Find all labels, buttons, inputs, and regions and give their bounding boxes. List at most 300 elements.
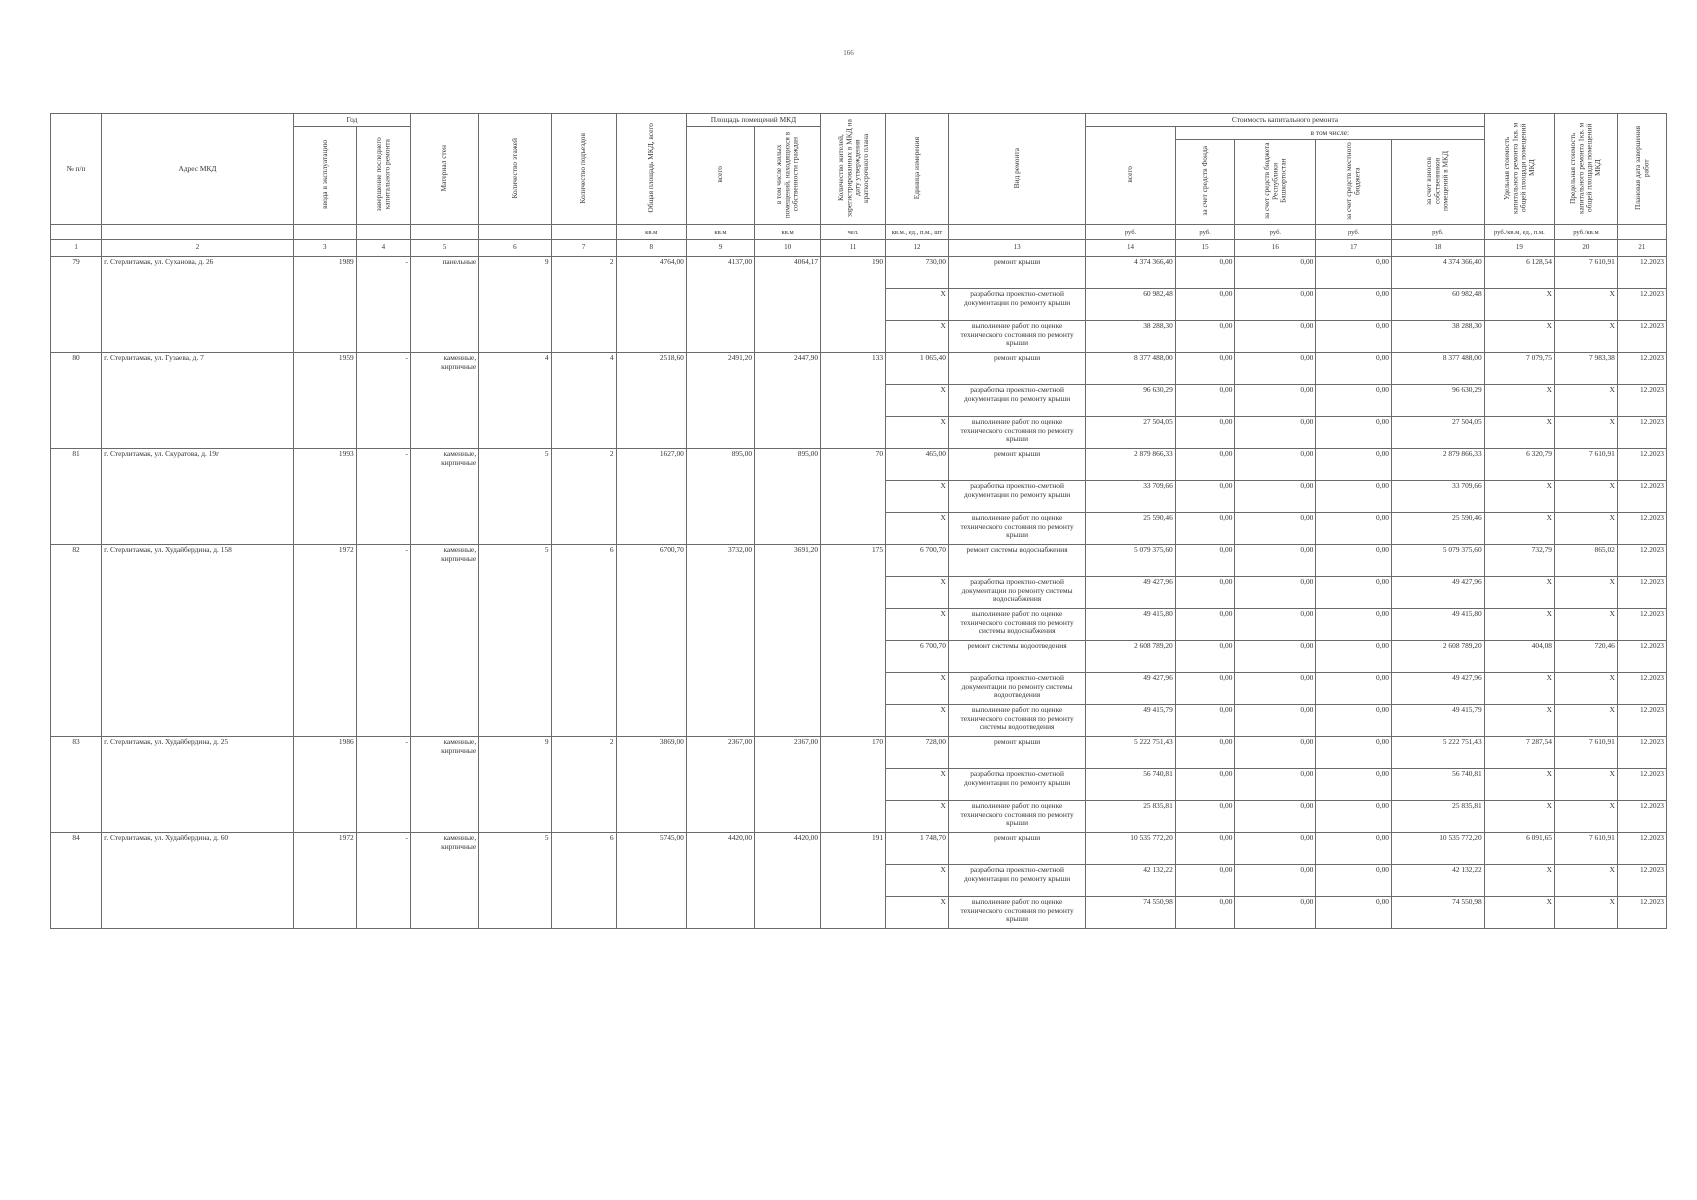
limit-cost: 865,02 (1555, 545, 1618, 577)
repair-type: ремонт крыши (948, 833, 1085, 865)
cost-republic: 0,00 (1235, 257, 1316, 289)
year-last-repair: - (356, 257, 410, 353)
cost-local: 0,00 (1316, 257, 1392, 289)
column-number: 9 (686, 240, 754, 257)
specific-cost: X (1484, 801, 1554, 833)
cost-fund: 0,00 (1175, 833, 1235, 865)
header-cost-local: за счет средств местного бюджета (1316, 140, 1392, 225)
repair-type: выполнение работ по оценке технического состояния по ремонту крыши (948, 321, 1085, 353)
column-number: 8 (616, 240, 686, 257)
planned-date: 12.2023 (1617, 641, 1666, 673)
column-number: 5 (411, 240, 479, 257)
cost-owners: 2 608 789,20 (1391, 641, 1484, 673)
cost-owners: 49 415,79 (1391, 705, 1484, 737)
wall-material: каменные, кирпичные (411, 353, 479, 449)
cost-local: 0,00 (1316, 513, 1392, 545)
header-cost-fund: за счет средств Фонда (1175, 140, 1235, 225)
cost-fund: 0,00 (1175, 417, 1235, 449)
column-number: 3 (293, 240, 356, 257)
wall-material: панельные (411, 257, 479, 353)
total-area: 6700,70 (616, 545, 686, 737)
cost-owners: 5 222 751,43 (1391, 737, 1484, 769)
cost-total: 49 415,79 (1086, 705, 1175, 737)
planned-date: 12.2023 (1617, 897, 1666, 929)
cost-local: 0,00 (1316, 577, 1392, 609)
cost-owners: 42 132,22 (1391, 865, 1484, 897)
table-row (51, 833, 1667, 865)
header-cost-republic: за счет средств бюджета Республики Башкортостан (1235, 140, 1316, 225)
cost-republic: 0,00 (1235, 609, 1316, 641)
repair-type: разработка проектно-сметной документации по ремонту крыши (948, 289, 1085, 321)
cost-total: 49 427,96 (1086, 577, 1175, 609)
planned-date: 12.2023 (1617, 833, 1666, 865)
cost-total: 4 374 366,40 (1086, 257, 1175, 289)
cost-republic: 0,00 (1235, 833, 1316, 865)
planned-date: 12.2023 (1617, 289, 1666, 321)
specific-cost: X (1484, 321, 1554, 353)
cost-fund: 0,00 (1175, 545, 1235, 577)
column-number: 13 (948, 240, 1085, 257)
cost-fund: 0,00 (1175, 353, 1235, 385)
repair-type: ремонт крыши (948, 737, 1085, 769)
header-year-last-repair: завершение последнего капитального ремонта (356, 127, 410, 225)
cost-total: 42 132,22 (1086, 865, 1175, 897)
repair-type: разработка проектно-сметной документации по ремонту крыши (948, 865, 1085, 897)
specific-cost: 6 091,65 (1484, 833, 1554, 865)
column-number-row (51, 240, 1667, 257)
cost-republic: 0,00 (1235, 737, 1316, 769)
specific-cost: X (1484, 705, 1554, 737)
cost-fund: 0,00 (1175, 705, 1235, 737)
work-quantity: X (886, 769, 949, 801)
cost-owners: 25 835,81 (1391, 801, 1484, 833)
header-year-group: Год (293, 114, 410, 127)
column-number: 4 (356, 240, 410, 257)
planned-date: 12.2023 (1617, 321, 1666, 353)
work-quantity: X (886, 801, 949, 833)
cost-republic: 0,00 (1235, 577, 1316, 609)
limit-cost: 7 610,91 (1555, 833, 1618, 865)
entrance-count: 2 (551, 449, 616, 545)
header-premises-group: Площадь помещений МКД (686, 114, 820, 127)
limit-cost: X (1555, 673, 1618, 705)
year-last-repair: - (356, 833, 410, 929)
cost-owners: 25 590,46 (1391, 513, 1484, 545)
resident-count: 190 (821, 257, 886, 353)
cost-owners: 96 630,29 (1391, 385, 1484, 417)
header-limit-cost: Предельная стоимость капитального ремонта 1кв. м общей площади помещений МКД (1555, 114, 1618, 225)
cost-total: 2 608 789,20 (1086, 641, 1175, 673)
work-quantity: X (886, 865, 949, 897)
planned-date: 12.2023 (1617, 513, 1666, 545)
wall-material: каменные, кирпичные (411, 833, 479, 929)
work-quantity: X (886, 673, 949, 705)
row-number: 81 (51, 449, 102, 545)
cost-fund: 0,00 (1175, 385, 1235, 417)
floor-count: 5 (479, 833, 551, 929)
premises-total: 2491,20 (686, 353, 754, 449)
column-number: 17 (1316, 240, 1392, 257)
specific-cost: 732,79 (1484, 545, 1554, 577)
unit-measure: кв.м., ед., п.м., шт (886, 225, 949, 240)
table-header (51, 114, 1667, 257)
limit-cost: X (1555, 769, 1618, 801)
column-number: 6 (479, 240, 551, 257)
unit-area: кв.м (616, 225, 686, 240)
column-number: 2 (102, 240, 294, 257)
work-quantity: 6 700,70 (886, 545, 949, 577)
premises-residential: 3691,20 (755, 545, 821, 737)
column-number: 1 (51, 240, 102, 257)
cost-republic: 0,00 (1235, 673, 1316, 705)
cost-total: 38 288,30 (1086, 321, 1175, 353)
year-commission: 1986 (293, 737, 356, 833)
cost-owners: 38 288,30 (1391, 321, 1484, 353)
work-quantity: X (886, 577, 949, 609)
header-entrances: Количество подъездов (551, 114, 616, 225)
cost-owners: 4 374 366,40 (1391, 257, 1484, 289)
cost-owners: 49 415,80 (1391, 609, 1484, 641)
premises-residential: 4420,00 (755, 833, 821, 929)
table-row (51, 257, 1667, 289)
cost-republic: 0,00 (1235, 513, 1316, 545)
year-commission: 1959 (293, 353, 356, 449)
cost-owners: 10 535 772,20 (1391, 833, 1484, 865)
cost-total: 5 222 751,43 (1086, 737, 1175, 769)
header-address: Адрес МКД (102, 114, 294, 225)
limit-cost: X (1555, 385, 1618, 417)
cost-local: 0,00 (1316, 289, 1392, 321)
cost-fund: 0,00 (1175, 481, 1235, 513)
cost-local: 0,00 (1316, 449, 1392, 481)
planned-date: 12.2023 (1617, 801, 1666, 833)
specific-cost: 7 287,54 (1484, 737, 1554, 769)
floor-count: 9 (479, 737, 551, 833)
cost-total: 60 982,48 (1086, 289, 1175, 321)
header-unit: Единица измерения (886, 114, 949, 225)
unit-people: чел. (821, 225, 886, 240)
cost-total: 56 740,81 (1086, 769, 1175, 801)
cost-local: 0,00 (1316, 417, 1392, 449)
unit-rub: руб. (1391, 225, 1484, 240)
row-number: 84 (51, 833, 102, 929)
floor-count: 5 (479, 545, 551, 737)
repair-type: выполнение работ по оценке технического состояния по ремонту системы водоотведения (948, 705, 1085, 737)
cost-republic: 0,00 (1235, 705, 1316, 737)
repair-type: выполнение работ по оценке технического состояния по ремонту крыши (948, 897, 1085, 929)
cost-fund: 0,00 (1175, 801, 1235, 833)
limit-cost: X (1555, 481, 1618, 513)
resident-count: 191 (821, 833, 886, 929)
repair-type: выполнение работ по оценке технического состояния по ремонту крыши (948, 801, 1085, 833)
limit-cost: X (1555, 609, 1618, 641)
repair-type: выполнение работ по оценке технического состояния по ремонту крыши (948, 417, 1085, 449)
cost-republic: 0,00 (1235, 321, 1316, 353)
total-area: 3869,00 (616, 737, 686, 833)
wall-material: каменные, кирпичные (411, 449, 479, 545)
specific-cost: 404,08 (1484, 641, 1554, 673)
header-repair-type: Вид ремонта (948, 114, 1085, 225)
header-premises-total: всего (686, 127, 754, 225)
cost-owners: 2 879 866,33 (1391, 449, 1484, 481)
work-quantity: X (886, 705, 949, 737)
cost-local: 0,00 (1316, 769, 1392, 801)
cost-local: 0,00 (1316, 673, 1392, 705)
specific-cost: 6 320,79 (1484, 449, 1554, 481)
limit-cost: X (1555, 577, 1618, 609)
cost-republic: 0,00 (1235, 897, 1316, 929)
cost-local: 0,00 (1316, 833, 1392, 865)
specific-cost: X (1484, 609, 1554, 641)
building-address: г. Стерлитамак, ул. Худайбердина, д. 25 (102, 737, 294, 833)
specific-cost: X (1484, 897, 1554, 929)
year-last-repair: - (356, 353, 410, 449)
total-area: 1627,00 (616, 449, 686, 545)
table-row (51, 545, 1667, 577)
cost-local: 0,00 (1316, 481, 1392, 513)
planned-date: 12.2023 (1617, 609, 1666, 641)
column-number: 12 (886, 240, 949, 257)
unit-area: кв.м (755, 225, 821, 240)
header-no: № п/п (51, 114, 102, 225)
resident-count: 133 (821, 353, 886, 449)
premises-total: 4420,00 (686, 833, 754, 929)
cost-total: 8 377 488,00 (1086, 353, 1175, 385)
cost-fund: 0,00 (1175, 641, 1235, 673)
specific-cost: X (1484, 385, 1554, 417)
header-cost-owners: за счет взносов собственников помещений в МКД (1391, 140, 1484, 225)
specific-cost: X (1484, 865, 1554, 897)
cost-fund: 0,00 (1175, 257, 1235, 289)
premises-total: 4137,00 (686, 257, 754, 353)
header-planned-date: Плановая дата завершения работ (1617, 114, 1666, 225)
cost-republic: 0,00 (1235, 353, 1316, 385)
cost-republic: 0,00 (1235, 865, 1316, 897)
cost-local: 0,00 (1316, 641, 1392, 673)
column-number: 20 (1555, 240, 1618, 257)
header-total-area: Общая площадь МКД, всего (616, 114, 686, 225)
entrance-count: 2 (551, 737, 616, 833)
cost-fund: 0,00 (1175, 769, 1235, 801)
cost-republic: 0,00 (1235, 801, 1316, 833)
limit-cost: 7 610,91 (1555, 449, 1618, 481)
capital-repair-table (50, 113, 1667, 929)
limit-cost: X (1555, 801, 1618, 833)
table-row (51, 353, 1667, 385)
total-area: 4764,00 (616, 257, 686, 353)
resident-count: 175 (821, 545, 886, 737)
column-number: 21 (1617, 240, 1666, 257)
repair-type: разработка проектно-сметной документации по ремонту крыши (948, 385, 1085, 417)
cost-fund: 0,00 (1175, 289, 1235, 321)
column-number: 14 (1086, 240, 1175, 257)
specific-cost: X (1484, 769, 1554, 801)
specific-cost: X (1484, 417, 1554, 449)
work-quantity: 1 065,40 (886, 353, 949, 385)
cost-owners: 8 377 488,00 (1391, 353, 1484, 385)
cost-republic: 0,00 (1235, 449, 1316, 481)
limit-cost: 7 983,38 (1555, 353, 1618, 385)
specific-cost: 7 079,75 (1484, 353, 1554, 385)
header-cost-group: Стоимость капитального ремонта (1086, 114, 1484, 127)
building-address: г. Стерлитамак, ул. Худайбердина, д. 60 (102, 833, 294, 929)
cost-local: 0,00 (1316, 545, 1392, 577)
cost-total: 49 427,96 (1086, 673, 1175, 705)
year-last-repair: - (356, 737, 410, 833)
limit-cost: X (1555, 897, 1618, 929)
cost-fund: 0,00 (1175, 897, 1235, 929)
floor-count: 4 (479, 353, 551, 449)
limit-cost: X (1555, 417, 1618, 449)
total-area: 2518,60 (616, 353, 686, 449)
cost-republic: 0,00 (1235, 289, 1316, 321)
planned-date: 12.2023 (1617, 705, 1666, 737)
work-quantity: 6 700,70 (886, 641, 949, 673)
column-number: 19 (1484, 240, 1554, 257)
specific-cost: 6 128,54 (1484, 257, 1554, 289)
cost-local: 0,00 (1316, 801, 1392, 833)
entrance-count: 2 (551, 257, 616, 353)
limit-cost: X (1555, 865, 1618, 897)
cost-local: 0,00 (1316, 609, 1392, 641)
repair-type: ремонт крыши (948, 257, 1085, 289)
cost-local: 0,00 (1316, 705, 1392, 737)
specific-cost: X (1484, 481, 1554, 513)
planned-date: 12.2023 (1617, 353, 1666, 385)
limit-cost: X (1555, 513, 1618, 545)
limit-cost: X (1555, 705, 1618, 737)
year-last-repair: - (356, 545, 410, 737)
entrance-count: 4 (551, 353, 616, 449)
repair-type: ремонт крыши (948, 353, 1085, 385)
work-quantity: X (886, 513, 949, 545)
unit-rub: руб. (1086, 225, 1175, 240)
row-number: 79 (51, 257, 102, 353)
year-commission: 1972 (293, 833, 356, 929)
work-quantity: 1 748,70 (886, 833, 949, 865)
planned-date: 12.2023 (1617, 481, 1666, 513)
repair-type: разработка проектно-сметной документации по ремонту системы водоснабжения (948, 577, 1085, 609)
cost-republic: 0,00 (1235, 769, 1316, 801)
specific-cost: X (1484, 289, 1554, 321)
cost-owners: 60 982,48 (1391, 289, 1484, 321)
limit-cost: X (1555, 321, 1618, 353)
cost-local: 0,00 (1316, 897, 1392, 929)
unit-rub: руб. (1316, 225, 1392, 240)
work-quantity: X (886, 897, 949, 929)
work-quantity: 728,00 (886, 737, 949, 769)
cost-fund: 0,00 (1175, 577, 1235, 609)
planned-date: 12.2023 (1617, 257, 1666, 289)
work-quantity: 730,00 (886, 257, 949, 289)
year-commission: 1972 (293, 545, 356, 737)
table-row (51, 449, 1667, 481)
column-number: 15 (1175, 240, 1235, 257)
repair-type: выполнение работ по оценке технического состояния по ремонту системы водоснабжения (948, 609, 1085, 641)
planned-date: 12.2023 (1617, 449, 1666, 481)
repair-type: разработка проектно-сметной документации по ремонту крыши (948, 769, 1085, 801)
wall-material: каменные, кирпичные (411, 737, 479, 833)
unit-rub: руб. (1175, 225, 1235, 240)
cost-local: 0,00 (1316, 385, 1392, 417)
cost-local: 0,00 (1316, 321, 1392, 353)
cost-total: 2 879 866,33 (1086, 449, 1175, 481)
specific-cost: X (1484, 673, 1554, 705)
page-number: 166 (843, 49, 854, 57)
cost-fund: 0,00 (1175, 673, 1235, 705)
year-commission: 1993 (293, 449, 356, 545)
limit-cost: 720,46 (1555, 641, 1618, 673)
specific-cost: X (1484, 513, 1554, 545)
cost-fund: 0,00 (1175, 449, 1235, 481)
work-quantity: 465,00 (886, 449, 949, 481)
planned-date: 12.2023 (1617, 545, 1666, 577)
column-number: 16 (1235, 240, 1316, 257)
column-number: 18 (1391, 240, 1484, 257)
work-quantity: X (886, 417, 949, 449)
cost-owners: 33 709,66 (1391, 481, 1484, 513)
premises-total: 895,00 (686, 449, 754, 545)
cost-total: 25 590,46 (1086, 513, 1175, 545)
building-address: г. Стерлитамак, ул. Скуратова, д. 19г (102, 449, 294, 545)
limit-cost: X (1555, 289, 1618, 321)
unit-rub: руб. (1235, 225, 1316, 240)
repair-type: разработка проектно-сметной документации по ремонту крыши (948, 481, 1085, 513)
repair-type: ремонт системы водоснабжения (948, 545, 1085, 577)
column-number: 7 (551, 240, 616, 257)
header-premises-residential: в том числе жилых помещений, находящихся в собственности граждан (755, 127, 821, 225)
cost-total: 74 550,98 (1086, 897, 1175, 929)
cost-republic: 0,00 (1235, 641, 1316, 673)
planned-date: 12.2023 (1617, 417, 1666, 449)
unit-area: кв.м (686, 225, 754, 240)
header-year-commission: ввода в эксплуатацию (293, 127, 356, 225)
work-quantity: X (886, 481, 949, 513)
repair-type: выполнение работ по оценке технического состояния по ремонту крыши (948, 513, 1085, 545)
cost-owners: 49 427,96 (1391, 673, 1484, 705)
cost-republic: 0,00 (1235, 417, 1316, 449)
cost-total: 33 709,66 (1086, 481, 1175, 513)
premises-residential: 2447,90 (755, 353, 821, 449)
cost-local: 0,00 (1316, 353, 1392, 385)
cost-local: 0,00 (1316, 737, 1392, 769)
header-residents: Количество жителей, зарегистрированных в МКД на дату утверждения краткосрочного плана (821, 114, 886, 225)
cost-owners: 74 550,98 (1391, 897, 1484, 929)
limit-cost: 7 610,91 (1555, 737, 1618, 769)
header-floors: Количество этажей (479, 114, 551, 225)
planned-date: 12.2023 (1617, 673, 1666, 705)
resident-count: 70 (821, 449, 886, 545)
year-last-repair: - (356, 449, 410, 545)
building-address: г. Стерлитамак, ул. Суханова, д. 26 (102, 257, 294, 353)
premises-total: 2367,00 (686, 737, 754, 833)
cost-republic: 0,00 (1235, 545, 1316, 577)
cost-republic: 0,00 (1235, 385, 1316, 417)
header-specific-cost: Удельная стоимость капитального ремонта 1кв. м общей площади помещений МКД (1484, 114, 1554, 225)
premises-residential: 2367,00 (755, 737, 821, 833)
year-commission: 1989 (293, 257, 356, 353)
total-area: 5745,00 (616, 833, 686, 929)
unit-rub-per: руб./кв.м, ед., п.м. (1484, 225, 1554, 240)
entrance-count: 6 (551, 833, 616, 929)
entrance-count: 6 (551, 545, 616, 737)
row-number: 82 (51, 545, 102, 737)
floor-count: 5 (479, 449, 551, 545)
cost-total: 96 630,29 (1086, 385, 1175, 417)
cost-fund: 0,00 (1175, 737, 1235, 769)
cost-republic: 0,00 (1235, 481, 1316, 513)
premises-total: 3732,00 (686, 545, 754, 737)
